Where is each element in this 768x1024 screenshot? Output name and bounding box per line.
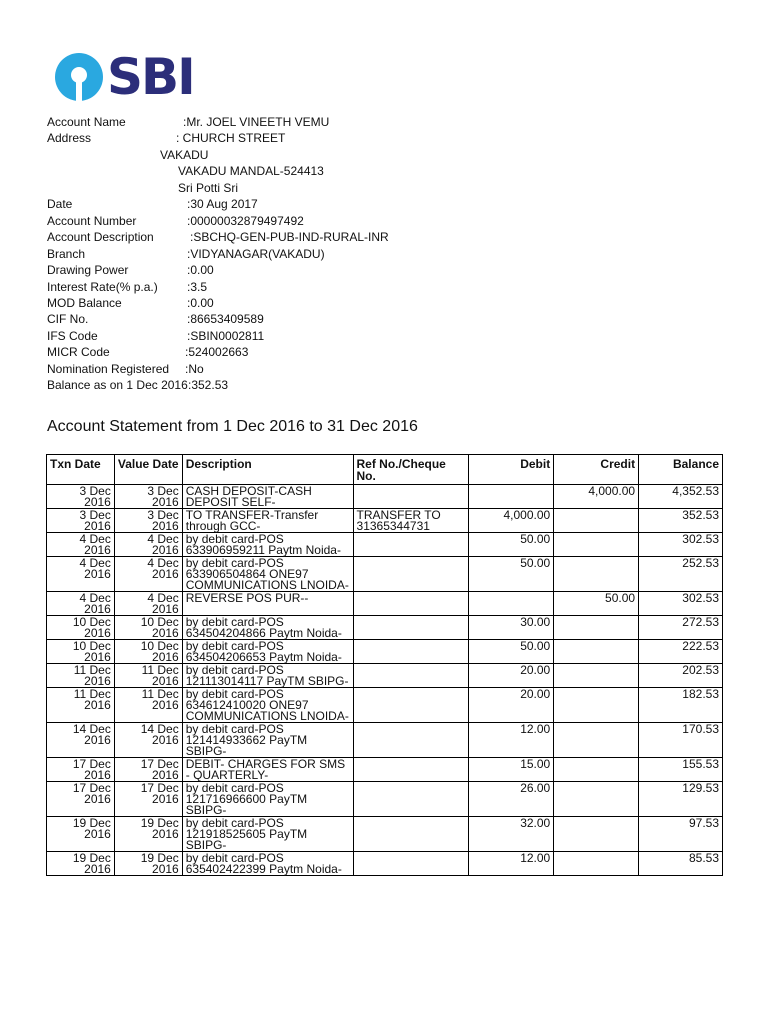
balance-cell: 272.53 [639,616,723,640]
ref-no-cell [353,688,469,723]
value-date-cell: 10 Dec 2016 [114,616,182,640]
info-label: Interest Rate(% p.a.) [47,279,158,294]
debit-cell: 26.00 [469,782,554,817]
table-row [47,485,723,509]
debit-cell [469,592,554,616]
txn-date-cell: 19 Dec 2016 [47,852,115,876]
description-cell: DEBIT- CHARGES FOR SMS - QUARTERLY- [182,758,353,782]
info-value: :30 Aug 2017 [187,197,258,212]
table-header-row [47,455,723,485]
value-date-cell: 17 Dec 2016 [114,758,182,782]
credit-cell [554,509,639,533]
ref-no-cell [353,640,469,664]
debit-cell: 20.00 [469,664,554,688]
description-cell: by debit card-POS 635402422399 Paytm Noida- [182,852,353,876]
debit-cell: 50.00 [469,640,554,664]
ref-no-cell [353,723,469,758]
credit-cell [554,688,639,723]
brand-name: SBI [107,48,194,106]
table-row [47,758,723,782]
info-label: Balance as on 1 Dec 2016 [47,378,188,393]
info-label: Nomination Registered [47,361,170,376]
credit-cell [554,758,639,782]
debit-cell: 50.00 [469,557,554,592]
info-value: :3.5 [187,279,208,294]
description-cell: by debit card-POS 634504204866 Paytm Noida- [182,616,353,640]
value-date-cell: 14 Dec 2016 [114,723,182,758]
col-value-date: Value Date [114,455,182,485]
txn-date-cell: 17 Dec 2016 [47,782,115,817]
info-value: :No [185,361,204,376]
credit-cell: 4,000.00 [554,485,639,509]
table-row [47,616,723,640]
info-label: Account Name [47,115,126,129]
statement-title: Account Statement from 1 Dec 2016 to 31 Dec 2016 [47,418,418,435]
balance-cell: 202.53 [639,664,723,688]
credit-cell [554,664,639,688]
txn-date-cell: 4 Dec 2016 [47,533,115,557]
table-row [47,852,723,876]
table-row [47,723,723,758]
debit-cell: 15.00 [469,758,554,782]
value-date-cell: 17 Dec 2016 [114,782,182,817]
info-value: :0.00 [187,295,214,310]
col-txn-date: Txn Date [47,455,115,485]
statement-table [46,454,723,876]
info-value: :SBCHQ-GEN-PUB-IND-RURAL-INR [190,230,389,245]
table-row [47,592,723,616]
description-cell: by debit card-POS 121918525605 PayTM SBIPG- [182,817,353,852]
txn-date-cell: 3 Dec 2016 [47,509,115,533]
info-label: Account Number [47,213,137,228]
txn-date-cell: 17 Dec 2016 [47,758,115,782]
table-row [47,664,723,688]
col-debit: Debit [469,455,554,485]
credit-cell [554,782,639,817]
value-date-cell: 4 Dec 2016 [114,557,182,592]
info-label: Date [47,197,73,212]
value-date-cell: 19 Dec 2016 [114,817,182,852]
balance-cell: 252.53 [639,557,723,592]
value-date-cell: 4 Dec 2016 [114,533,182,557]
description-cell: by debit card-POS 634612410020 ONE97 COMMUNICATIONS LNOIDA- [182,688,353,723]
balance-cell: 85.53 [639,852,723,876]
value-date-cell: 4 Dec 2016 [114,592,182,616]
txn-date-cell: 4 Dec 2016 [47,592,115,616]
txn-date-cell: 4 Dec 2016 [47,557,115,592]
description-cell: REVERSE POS PUR-- [182,592,353,616]
info-label: Address [47,131,92,146]
value-date-cell: 3 Dec 2016 [114,509,182,533]
value-date-cell: 11 Dec 2016 [114,688,182,723]
info-label: CIF No. [47,312,89,327]
sbi-keyhole-icon [55,53,103,101]
ref-no-cell [353,817,469,852]
balance-cell: 129.53 [639,782,723,817]
table-row [47,688,723,723]
balance-cell: 155.53 [639,758,723,782]
ref-no-cell [353,782,469,817]
debit-cell: 12.00 [469,723,554,758]
description-cell: by debit card-POS 633906959211 Paytm Noida- [182,533,353,557]
info-value: :524002663 [185,345,249,360]
info-value: :00000032879497492 [187,213,304,228]
ref-no-cell: TRANSFER TO 31365344731 [353,509,469,533]
info-label: Branch [47,246,86,261]
credit-cell [554,852,639,876]
credit-cell [554,817,639,852]
ref-no-cell [353,616,469,640]
debit-cell: 32.00 [469,817,554,852]
info-value: :SBIN0002811 [187,328,265,343]
debit-cell [469,485,554,509]
balance-cell: 222.53 [639,640,723,664]
ref-no-cell [353,664,469,688]
balance-cell: 302.53 [639,533,723,557]
credit-cell [554,723,639,758]
ref-no-cell [353,852,469,876]
table-row [47,782,723,817]
info-value: :VIDYANAGAR(VAKADU) [187,246,325,261]
value-date-cell: 11 Dec 2016 [114,664,182,688]
description-cell: by debit card-POS 121113014117 PayTM SBIPG- [182,664,353,688]
description-cell: by debit card-POS 121716966600 PayTM SBIPG- [182,782,353,817]
ref-no-cell [353,758,469,782]
col-credit: Credit [554,455,639,485]
info-value: :86653409589 [187,312,264,327]
balance-cell: 182.53 [639,688,723,723]
debit-cell: 12.00 [469,852,554,876]
sbi-logo [55,48,194,106]
balance-cell: 302.53 [639,592,723,616]
txn-date-cell: 19 Dec 2016 [47,817,115,852]
balance-cell: 352.53 [639,509,723,533]
credit-cell [554,616,639,640]
ref-no-cell [353,592,469,616]
value-date-cell: 19 Dec 2016 [114,852,182,876]
info-value: : CHURCH STREET [176,131,286,146]
credit-cell: 50.00 [554,592,639,616]
info-value: :352.53 [188,378,229,393]
info-label: Account Description [47,230,154,245]
txn-date-cell: 11 Dec 2016 [47,688,115,723]
debit-cell: 20.00 [469,688,554,723]
table-row [47,509,723,533]
value-date-cell: 3 Dec 2016 [114,485,182,509]
info-label: IFS Code [47,328,98,343]
info-label: MICR Code [47,345,110,360]
credit-cell [554,640,639,664]
info-value: :Mr. JOEL VINEETH VEMU [183,115,330,129]
info-value: :0.00 [187,263,214,278]
table-row [47,640,723,664]
debit-cell: 50.00 [469,533,554,557]
table-row [47,533,723,557]
info-value: VAKADU [160,147,209,162]
col-description: Description [182,455,353,485]
balance-cell: 97.53 [639,817,723,852]
txn-date-cell: 11 Dec 2016 [47,664,115,688]
debit-cell: 30.00 [469,616,554,640]
description-cell: CASH DEPOSIT-CASH DEPOSIT SELF- [182,485,353,509]
description-cell: by debit card-POS 121414933662 PayTM SBIPG- [182,723,353,758]
table-row [47,817,723,852]
ref-no-cell [353,533,469,557]
balance-cell: 4,352.53 [639,485,723,509]
table-row [47,557,723,592]
ref-no-cell [353,485,469,509]
debit-cell: 4,000.00 [469,509,554,533]
col-ref-no: Ref No./Cheque No. [353,455,469,485]
ref-no-cell [353,557,469,592]
txn-date-cell: 3 Dec 2016 [47,485,115,509]
description-cell: by debit card-POS 634504206653 Paytm Noida- [182,640,353,664]
txn-date-cell: 10 Dec 2016 [47,616,115,640]
txn-date-cell: 10 Dec 2016 [47,640,115,664]
info-label: MOD Balance [47,295,122,310]
balance-cell: 170.53 [639,723,723,758]
description-cell: TO TRANSFER-Transfer through GCC- [182,509,353,533]
credit-cell [554,533,639,557]
col-balance: Balance [639,455,723,485]
info-value: VAKADU MANDAL-524413 [178,164,324,179]
value-date-cell: 10 Dec 2016 [114,640,182,664]
description-cell: by debit card-POS 633906504864 ONE97 COMMUNICATIONS LNOIDA- [182,557,353,592]
info-value: Sri Potti Sri [178,180,239,195]
credit-cell [554,557,639,592]
info-label: Drawing Power [47,263,129,278]
txn-date-cell: 14 Dec 2016 [47,723,115,758]
